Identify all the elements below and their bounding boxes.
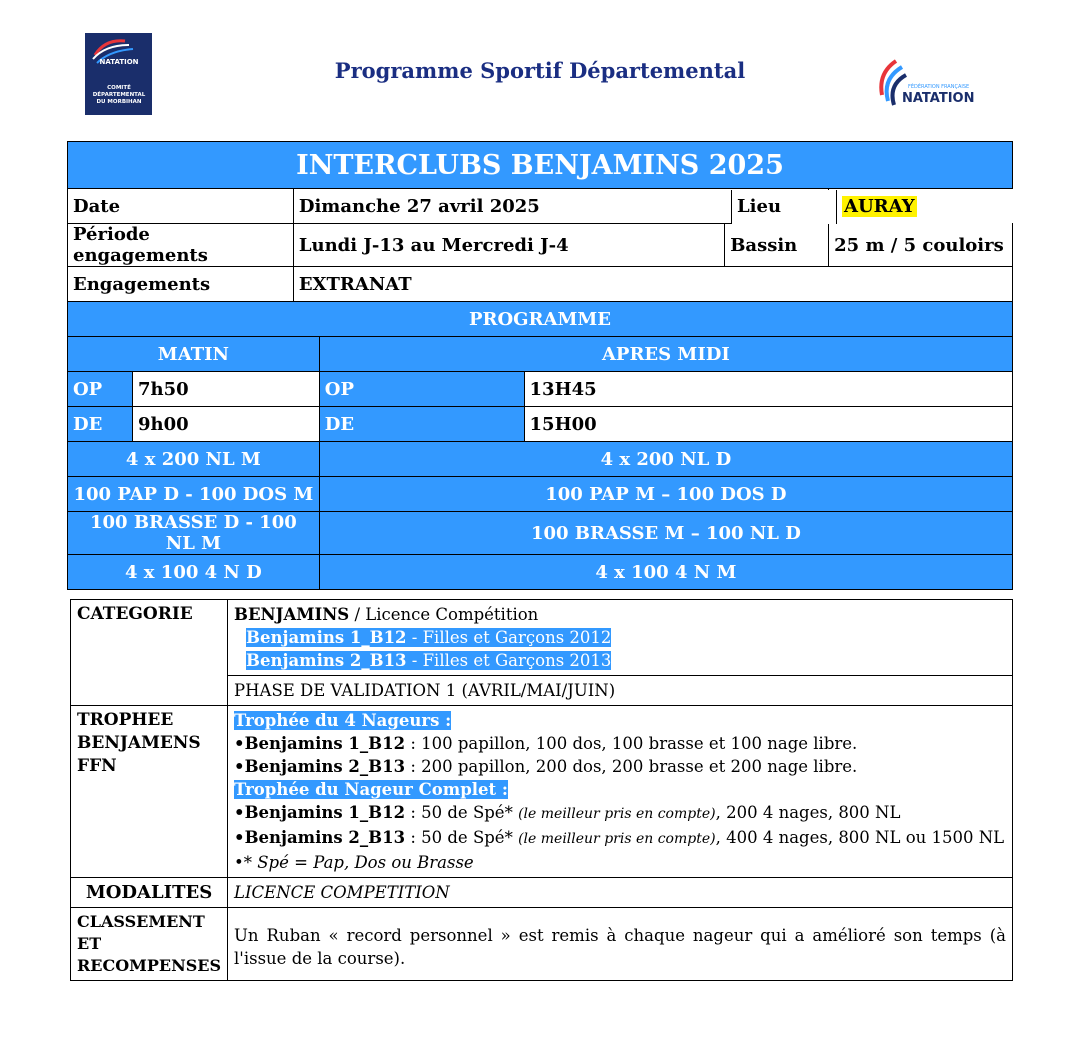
modalites-value: LICENCE COMPETITION xyxy=(228,878,1013,908)
apres-race: 4 x 200 NL D xyxy=(319,442,1012,477)
matin-de-value: 9h00 xyxy=(132,407,319,442)
svg-text:COMITÉ: COMITÉ xyxy=(107,85,131,91)
apres-op-label: OP xyxy=(319,372,524,407)
event-title: INTERCLUBS BENJAMINS 2025 xyxy=(68,142,1013,189)
modalites-label: MODALITES xyxy=(71,878,228,908)
bassin-value: 25 m / 5 couloirs xyxy=(829,224,1013,267)
date-value: Dimanche 27 avril 2025 xyxy=(293,189,828,224)
trophee-label: TROPHEE BENJAMENS FFN xyxy=(71,706,228,878)
info-table xyxy=(70,599,1013,981)
programme-title: PROGRAMME xyxy=(68,302,1013,337)
trophee-details: Trophée du 4 Nageurs : •Benjamins 1_B12 : 100 papillon, 100 dos, 100 brasse et 100 nage libre. •Benjamins 2_B13 : 200 papillon, 200 dos, 200 brasse et 200 nage libre. Trophée du Nageur Complet : •Benjamins 1_B12 : 50 de Spé* (le meilleur pris en compte), 200 4 nages, 800 NL •Benjamins 2_B13 : 50 de Spé* (le meilleur pris en compte), 400 4 nages, 800 NL ou 1500 NL •* Spé = Pap, Dos ou Brasse xyxy=(228,706,1013,878)
logo-right-natation: NATATION xyxy=(902,91,974,106)
comite-morbihan-logo xyxy=(85,33,152,115)
apres-race: 4 x 100 4 N M xyxy=(319,555,1012,590)
matin-race: 4 x 100 4 N D xyxy=(68,555,320,590)
page-title: Programme Sportif Départemental xyxy=(334,58,746,83)
engagements-label: Engagements xyxy=(68,267,294,302)
engagements-value: EXTRANAT xyxy=(293,267,1012,302)
ffn-natation-logo xyxy=(872,55,974,113)
svg-text:FÉDÉRATION FRANÇAISE: FÉDÉRATION FRANÇAISE xyxy=(908,84,970,90)
matin-race: 100 BRASSE D - 100 NL M xyxy=(68,512,320,555)
bassin-label: Bassin xyxy=(725,224,829,267)
apres-race: 100 PAP M – 100 DOS D xyxy=(319,477,1012,512)
matin-op-value: 7h50 xyxy=(132,372,319,407)
classement-value: Un Ruban « record personnel » est remis à chaque nageur qui a amélioré son temps (à l'issue de la course). xyxy=(228,908,1013,981)
categorie-details: BENJAMINS / Licence Compétition Benjamins 1_B12 - Filles et Garçons 2012 Benjamins 2_B13 - Filles et Garçons 2013 xyxy=(228,600,1013,676)
matin-op-label: OP xyxy=(68,372,133,407)
svg-text:DU MORBIHAN: DU MORBIHAN xyxy=(96,99,142,105)
matin-de-label: DE xyxy=(68,407,133,442)
date-label: Date xyxy=(68,189,294,224)
phase-validation: PHASE DE VALIDATION 1 (AVRIL/MAI/JUIN) xyxy=(228,676,1013,706)
apres-de-label: DE xyxy=(319,407,524,442)
svg-text:DÉPARTEMENTAL: DÉPARTEMENTAL xyxy=(92,92,146,98)
apres-race: 100 BRASSE M – 100 NL D xyxy=(319,512,1012,555)
logo-left-natation: NATATION xyxy=(99,58,139,66)
apres-de-value: 15H00 xyxy=(524,407,1012,442)
lieu-label: Lieu xyxy=(731,190,837,224)
periode-value: Lundi J-13 au Mercredi J-4 xyxy=(293,224,724,267)
apres-midi-title: APRES MIDI xyxy=(319,337,1012,372)
classement-label: CLASSEMENT ET RECOMPENSES xyxy=(71,908,228,981)
lieu-value: AURAY xyxy=(837,190,1012,224)
periode-label: Période engagements xyxy=(68,224,294,267)
matin-race: 100 PAP D - 100 DOS M xyxy=(68,477,320,512)
apres-op-value: 13H45 xyxy=(524,372,1012,407)
matin-title: MATIN xyxy=(68,337,320,372)
categorie-label: CATEGORIE xyxy=(71,600,228,706)
matin-race: 4 x 200 NL M xyxy=(68,442,320,477)
